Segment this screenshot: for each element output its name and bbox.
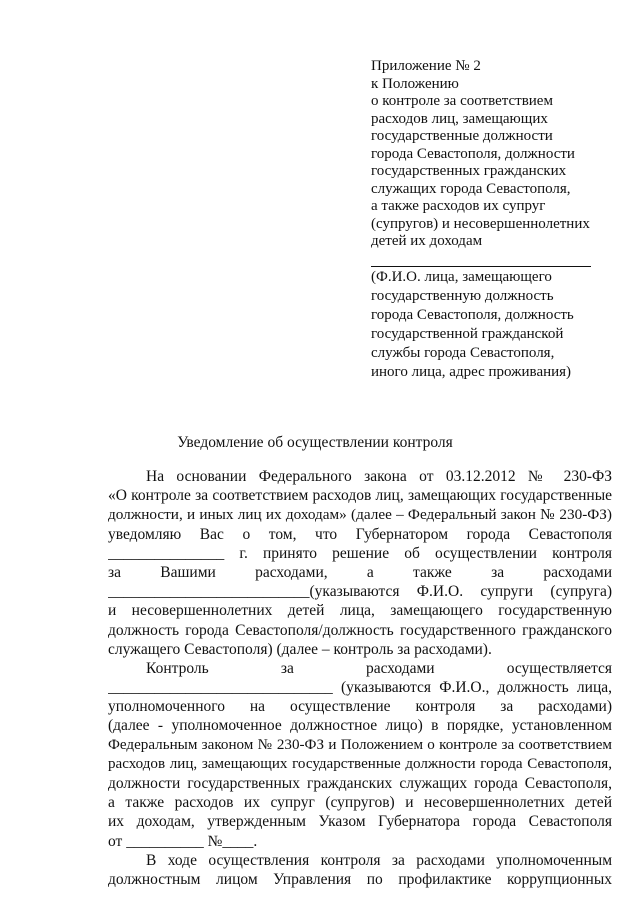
body-line: должностным лицом Управления по профилактике коррупционных (108, 870, 612, 888)
body-line: «О контроле за соответствием расходов лиц, замещающих государственные (108, 487, 612, 505)
body-line: должности государственных гражданских служащих города Севастополя, (108, 775, 612, 792)
body-line: а также расходов их супруг (супругов) и несовершеннолетних детей (108, 794, 612, 812)
appendix-line: а также расходов их супруг (371, 198, 546, 214)
appendix-line: Приложение № 2 (371, 58, 481, 74)
appendix-line: детей их доходам (371, 233, 483, 249)
caption-line: города Севастополя, должность (371, 307, 574, 323)
appendix-line: государственных гражданских (371, 163, 567, 179)
appendix-line: города Севастополя, должности (371, 145, 575, 162)
body-line: служащего Севастополя) (далее – контроль за расходами). (108, 640, 492, 658)
body-line: расходов лиц, замещающих государственные должности города Севастополя, (108, 755, 612, 772)
appendix-line: служащих города Севастополя, (371, 180, 571, 197)
caption-line: государственной гражданской (371, 326, 564, 342)
body-line: Контроль за расходами осуществляется (146, 659, 612, 677)
caption-line: (Ф.И.О. лица, замещающего (371, 269, 552, 285)
body-line: (далее - уполномоченное должностное лицо) в порядке, установленном (108, 717, 612, 735)
appendix-line: расходов лиц, замещающих (371, 110, 548, 127)
body-line: На основании Федерального закона от 03.12.2012 № 230-ФЗ (146, 468, 612, 485)
notice-title: Уведомление об осуществлении контроля (177, 434, 453, 451)
caption-line: государственную должность (371, 288, 554, 304)
appendix-line: (супругов) и несовершеннолетних (371, 215, 590, 232)
body-line: Федеральным законом № 230-ФЗ и Положением о контроле за соответствием (108, 736, 612, 753)
body-line: _______________ г. принято решение об осуществлении контроля (108, 544, 612, 562)
body-line: должность города Севастополя/должность государственного гражданского (108, 621, 612, 639)
caption-line: службы города Севастополя, (371, 345, 555, 361)
body-line: уведомляю Вас о том, что Губернатором города Севастополя (108, 525, 612, 543)
body-line: __________________________(указываются Ф.И.О. супруги (супруга) (108, 583, 612, 601)
body-line: _____________________________ (указываются Ф.И.О., должность лица, (108, 679, 612, 697)
body-line: и несовершеннолетних детей лица, замещающего государственную (108, 602, 612, 620)
appendix-header (371, 58, 616, 251)
recipient-caption (371, 268, 621, 382)
body-line: их доходам, утвержденным Указом Губернатора города Севастополя (108, 813, 612, 831)
appendix-line: государственные должности (371, 128, 553, 144)
body-line: В ходе осуществления контроля за расходами уполномоченным (146, 851, 612, 869)
recipient-fill-line (371, 266, 591, 267)
notice-body (108, 467, 612, 889)
appendix-line: о контроле за соответствием (371, 93, 553, 109)
body-line: уполномоченного на осуществление контроля за расходами) (108, 698, 612, 716)
body-line: за Вашими расходами, а также за расходами (108, 563, 612, 581)
body-line: от __________ №____. (108, 832, 258, 850)
appendix-line: к Положению (371, 75, 459, 92)
caption-line: иного лица, адрес проживания) (371, 364, 572, 380)
body-line: должности, и иных лиц их доходам» (далее – Федеральный закон № 230-ФЗ) (108, 506, 612, 524)
